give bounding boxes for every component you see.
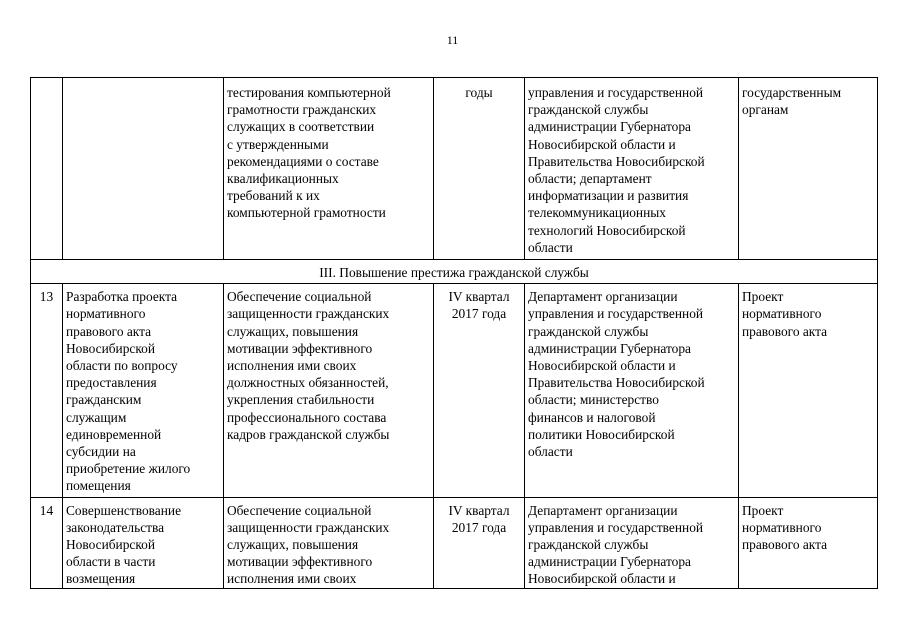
cell-text-line: 2017 года bbox=[451, 519, 507, 535]
cell-text-line: мотивации эффективного bbox=[227, 340, 373, 356]
cell-text-line: администрации Губернатора bbox=[528, 340, 691, 356]
result-cell bbox=[739, 78, 878, 260]
cell-text-line: управления и государственной bbox=[528, 519, 704, 535]
cell-text-line: грамотности гражданских bbox=[227, 102, 377, 118]
cell-text-line: Правительства Новосибирской bbox=[528, 153, 705, 169]
cell-text-line: телекоммуникационных bbox=[528, 205, 666, 221]
cell-text-line: органам bbox=[742, 102, 789, 118]
section-title: III. Повышение престижа гражданской службы bbox=[31, 260, 878, 284]
section-header-row bbox=[31, 260, 878, 284]
cell-text-line: 2017 года bbox=[451, 306, 507, 322]
cell-text-line: Совершенствование bbox=[66, 502, 182, 518]
cell-text-line: управления и государственной bbox=[528, 85, 704, 100]
cell-text-line: информатизации и развития bbox=[528, 188, 689, 204]
cell-text-line: возмещения bbox=[66, 571, 136, 587]
cell-text-line: гражданской службы bbox=[528, 102, 649, 118]
cell-text-line: защищенности гражданских bbox=[227, 306, 390, 322]
table-row bbox=[31, 497, 878, 588]
cell-text-line: предоставления bbox=[66, 375, 157, 391]
event-content-cell bbox=[224, 284, 434, 497]
cell-text-line: субсидии на bbox=[66, 444, 136, 460]
cell-text-line: с утвержденными bbox=[227, 136, 329, 152]
cell-text-line: требований к их bbox=[227, 188, 320, 204]
cell-text-line: финансов и налоговой bbox=[528, 409, 656, 425]
cell-text-line: служащих в соответствии bbox=[227, 119, 375, 135]
deadline-cell bbox=[434, 497, 525, 588]
cell-text-line: единовременной bbox=[66, 426, 162, 442]
plan-table bbox=[30, 77, 878, 589]
cell-text-line: области по вопросу bbox=[66, 358, 178, 374]
cell-text-line: мотивации эффективного bbox=[227, 554, 373, 570]
event-name-cell bbox=[63, 284, 224, 497]
cell-text-line: Проект bbox=[742, 289, 784, 305]
cell-text-line: приобретение жилого bbox=[66, 461, 191, 477]
table-row bbox=[31, 284, 878, 497]
event-name-cell bbox=[63, 497, 224, 588]
cell-text-line: Обеспечение социальной bbox=[227, 289, 372, 305]
cell-text-line: законодательства bbox=[66, 519, 165, 535]
cell-text-line: защищенности гражданских bbox=[227, 519, 390, 535]
cell-text-line: области; министерство bbox=[528, 392, 659, 408]
cell-text-line: укрепления стабильности bbox=[227, 392, 375, 408]
cell-text-line: квалификационных bbox=[227, 171, 339, 187]
cell-text-line: служащим bbox=[66, 409, 127, 425]
executors-cell bbox=[525, 497, 739, 588]
cell-text-line: помещения bbox=[66, 478, 131, 494]
cell-text-line: нормативного bbox=[66, 306, 146, 322]
row-number-cell: 14 bbox=[31, 497, 63, 588]
cell-text-line: Департамент организации bbox=[528, 289, 678, 305]
page-number: 11 bbox=[446, 33, 459, 47]
result-cell bbox=[739, 497, 878, 588]
row-number-cell bbox=[31, 78, 63, 260]
cell-text-line: гражданским bbox=[66, 392, 142, 408]
executors-cell bbox=[525, 284, 739, 497]
cell-text-line: Новосибирской области и bbox=[528, 571, 676, 587]
table-row-continued bbox=[31, 78, 878, 260]
cell-text-line: Правительства Новосибирской bbox=[528, 375, 705, 391]
cell-text-line: IV квартал bbox=[448, 502, 510, 518]
deadline-cell bbox=[434, 284, 525, 497]
cell-text-line: управления и государственной bbox=[528, 306, 704, 322]
cell-text-line: технологий Новосибирской bbox=[528, 222, 686, 238]
cell-text-line: области bbox=[528, 444, 573, 460]
cell-text-line: правового акта bbox=[742, 537, 828, 553]
cell-text-line: Новосибирской области и bbox=[528, 358, 676, 374]
cell-text-line: нормативного bbox=[742, 519, 822, 535]
cell-text-line: Новосибирской bbox=[66, 537, 156, 553]
cell-text-line: рекомендациями о составе bbox=[227, 153, 379, 169]
result-cell bbox=[739, 284, 878, 497]
cell-text-line: годы bbox=[465, 85, 493, 100]
cell-text-line: политики Новосибирской bbox=[528, 426, 675, 442]
cell-text-line: правового акта bbox=[66, 323, 152, 339]
cell-text-line: Обеспечение социальной bbox=[227, 502, 372, 518]
row-number-cell: 13 bbox=[31, 284, 63, 497]
deadline-cell bbox=[434, 78, 525, 260]
cell-text-line: гражданской службы bbox=[528, 323, 649, 339]
cell-text-line: служащих, повышения bbox=[227, 323, 359, 339]
executors-cell bbox=[525, 78, 739, 260]
cell-text-line: служащих, повышения bbox=[227, 537, 359, 553]
cell-text-line: области bbox=[528, 239, 573, 255]
event-name-cell bbox=[63, 78, 224, 260]
cell-text-line: администрации Губернатора bbox=[528, 554, 691, 570]
cell-text-line: Проект bbox=[742, 502, 784, 518]
cell-text-line: государственным bbox=[742, 85, 842, 100]
event-content-cell bbox=[224, 497, 434, 588]
cell-text-line: исполнения ими своих bbox=[227, 358, 357, 374]
cell-text-line: Разработка проекта bbox=[66, 289, 178, 305]
cell-text-line: IV квартал bbox=[448, 289, 510, 305]
cell-text-line: нормативного bbox=[742, 306, 822, 322]
cell-text-line: компьютерной грамотности bbox=[227, 205, 386, 221]
cell-text-line: кадров гражданской службы bbox=[227, 426, 390, 442]
cell-text-line: правового акта bbox=[742, 323, 828, 339]
cell-text-line: должностных обязанностей, bbox=[227, 375, 389, 391]
cell-text-line: гражданской службы bbox=[528, 537, 649, 553]
cell-text-line: Новосибирской bbox=[66, 340, 156, 356]
cell-text-line: администрации Губернатора bbox=[528, 119, 691, 135]
cell-text-line: Новосибирской области и bbox=[528, 136, 676, 152]
cell-text-line: исполнения ими своих bbox=[227, 571, 357, 587]
event-content-cell bbox=[224, 78, 434, 260]
cell-text-line: тестирования компьютерной bbox=[227, 85, 391, 100]
cell-text-line: профессионального состава bbox=[227, 409, 387, 425]
cell-text-line: области в части bbox=[66, 554, 156, 570]
cell-text-line: Департамент организации bbox=[528, 502, 678, 518]
cell-text-line: области; департамент bbox=[528, 171, 652, 187]
